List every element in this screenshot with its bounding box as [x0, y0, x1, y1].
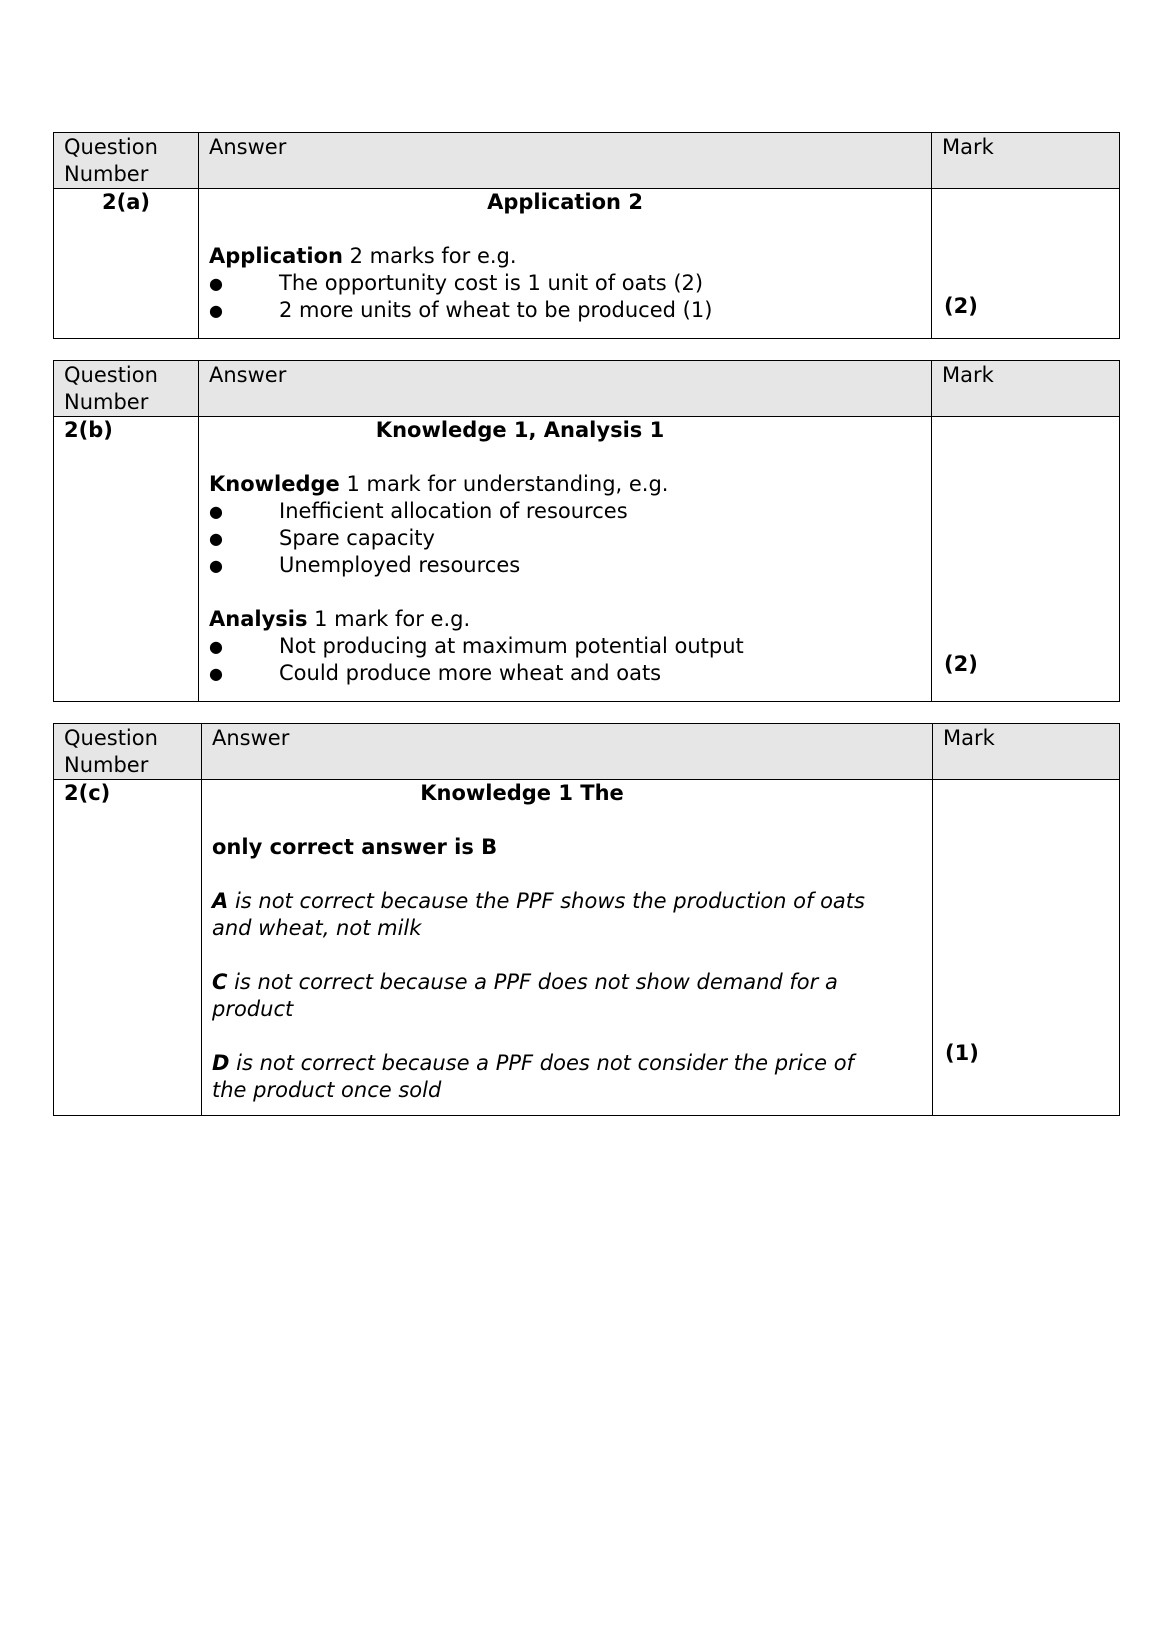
question-number: 2(a): [54, 189, 199, 339]
table-header-row: [54, 361, 1120, 417]
mark-cell: [933, 780, 1120, 1116]
list-item: ● Not producing at maximum potential output: [209, 634, 744, 658]
mark-cell: [932, 417, 1120, 702]
question-2a-table: [53, 132, 1120, 339]
option-d-explanation: D is not correct because a PPF does not consider the price of the product once sold: [212, 1051, 854, 1102]
table-row: [54, 417, 1120, 702]
table-row: [54, 780, 1120, 1116]
answer-heading: Knowledge 1 The: [420, 781, 624, 805]
table-header-row: [54, 724, 1120, 780]
table-row: [54, 189, 1120, 339]
answer-header: Answer: [199, 361, 932, 417]
answer-header: Answer: [202, 724, 933, 780]
answer-bullet-list: [209, 270, 921, 324]
list-item: ● The opportunity cost is 1 unit of oats (2): [209, 271, 704, 295]
list-item: ● 2 more units of wheat to be produced (1): [209, 298, 713, 322]
question-2c-table: [53, 723, 1120, 1116]
question-2b-table: [53, 360, 1120, 702]
knowledge-intro: Knowledge 1 mark for understanding, e.g.: [209, 472, 669, 496]
answer-cell: [199, 189, 932, 339]
mark-header: Mark: [933, 724, 1120, 780]
answer-intro: Application 2 marks for e.g.: [209, 244, 517, 268]
answer-cell: [199, 417, 932, 702]
mark-value: (1): [945, 1041, 979, 1065]
question-number-header: Question Number: [54, 361, 199, 417]
analysis-bullet-list: [209, 633, 921, 687]
list-item: ● Unemployed resources: [209, 553, 521, 577]
knowledge-bullet-list: [209, 498, 921, 579]
answer-cell: [202, 780, 933, 1116]
question-number-header: Question Number: [54, 133, 199, 189]
analysis-intro: Analysis 1 mark for e.g.: [209, 607, 471, 631]
option-c-explanation: C is not correct because a PPF does not show demand for a product: [212, 970, 838, 1021]
mark-value: (2): [944, 652, 978, 676]
list-item: ● Spare capacity: [209, 526, 435, 550]
answer-header: Answer: [199, 133, 932, 189]
mark-header: Mark: [932, 133, 1120, 189]
mark-cell: [932, 189, 1120, 339]
list-item: ● Inefficient allocation of resources: [209, 499, 628, 523]
answer-heading: Application 2: [487, 190, 643, 214]
mark-value: (2): [944, 294, 978, 318]
question-number-header: Question Number: [54, 724, 202, 780]
mark-header: Mark: [932, 361, 1120, 417]
answer-heading: Knowledge 1, Analysis 1: [375, 418, 665, 442]
question-number: 2(c): [54, 780, 202, 1116]
question-number: 2(b): [54, 417, 199, 702]
option-a-explanation: A is not correct because the PPF shows the production of oats and wheat, not milk: [212, 889, 865, 940]
list-item: ● Could produce more wheat and oats: [209, 661, 662, 685]
answer-subheading: only correct answer is B: [212, 835, 498, 859]
table-header-row: [54, 133, 1120, 189]
